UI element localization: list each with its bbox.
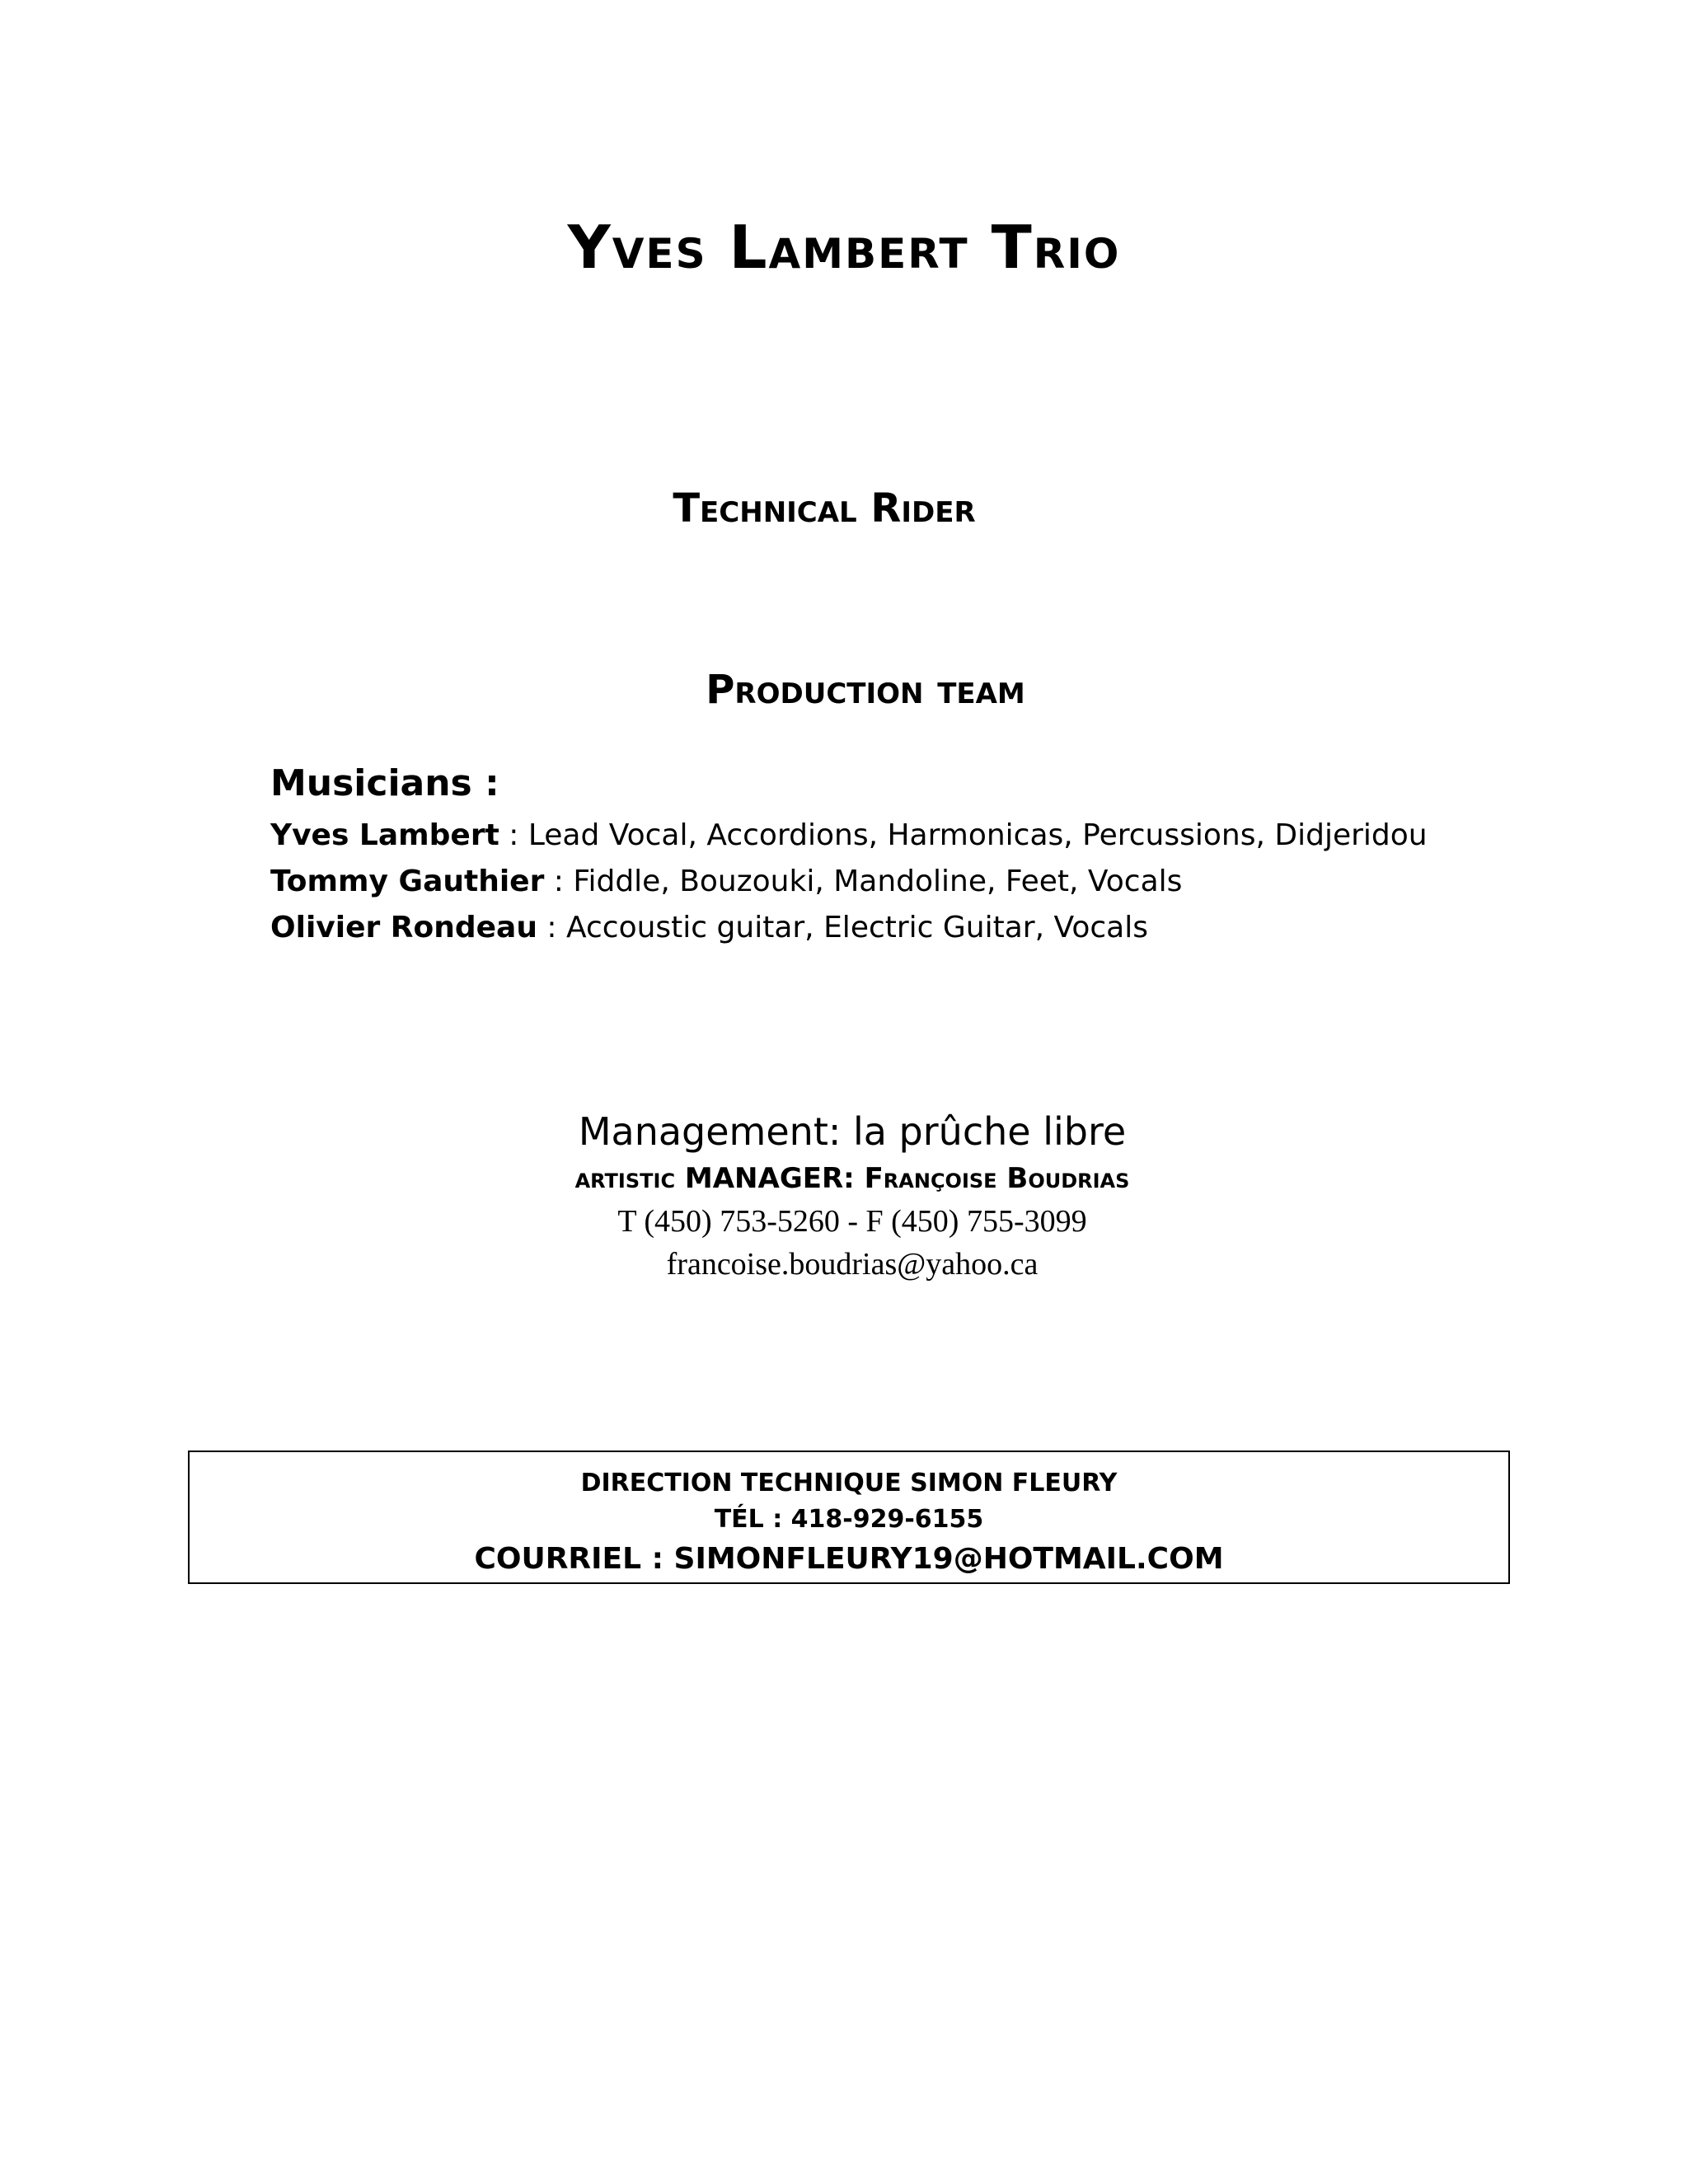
musician-separator: :: [544, 865, 574, 898]
artistic-manager: [0, 1157, 1688, 1200]
technical-director: DIRECTION TECHNIQUE SIMON FLEURY: [580, 1469, 1118, 1497]
management-phone: T (450) 753-5260 - F (450) 755-3099: [617, 1204, 1087, 1239]
musician-roles: Accoustic guitar, Electric Guitar, Vocals: [566, 911, 1148, 944]
musician-name: Yves Lambert: [270, 818, 499, 852]
musicians-label: Musicians :: [270, 762, 499, 804]
musician-row: [270, 859, 1507, 905]
musician-row: [270, 905, 1507, 951]
manager-name: Françoise Boudrias: [854, 1162, 1130, 1195]
musician-roles: Fiddle, Bouzouki, Mandoline, Feet, Vocals: [573, 865, 1183, 898]
technical-email: COURRIEL : SIMONFLEURY19@HOTMAIL.COM: [474, 1542, 1224, 1576]
musician-separator: :: [499, 818, 528, 852]
document-title: Yves Lambert Trio: [567, 213, 1121, 282]
manager-prefix: artistic: [574, 1162, 685, 1195]
technical-direction-box: [188, 1451, 1510, 1584]
musician-name: Olivier Rondeau: [270, 911, 537, 944]
technical-phone: TÉL : 418-929-6155: [714, 1505, 984, 1534]
musicians-list: [270, 758, 1507, 951]
musician-roles: Lead Vocal, Accordions, Harmonicas, Percussions, Didjeridou: [528, 818, 1428, 852]
management-email: francoise.boudrias@yahoo.ca: [666, 1247, 1039, 1282]
manager-title: MANAGER:: [684, 1162, 855, 1195]
document-subtitle: Technical Rider: [673, 485, 976, 532]
musician-row: [270, 813, 1507, 859]
musician-name: Tommy Gauthier: [270, 865, 545, 898]
management-company: Management: la prûche libre: [578, 1109, 1127, 1154]
section-heading: Production team: [706, 667, 1025, 713]
musician-separator: :: [537, 911, 566, 944]
management-block: [0, 1106, 1688, 1286]
